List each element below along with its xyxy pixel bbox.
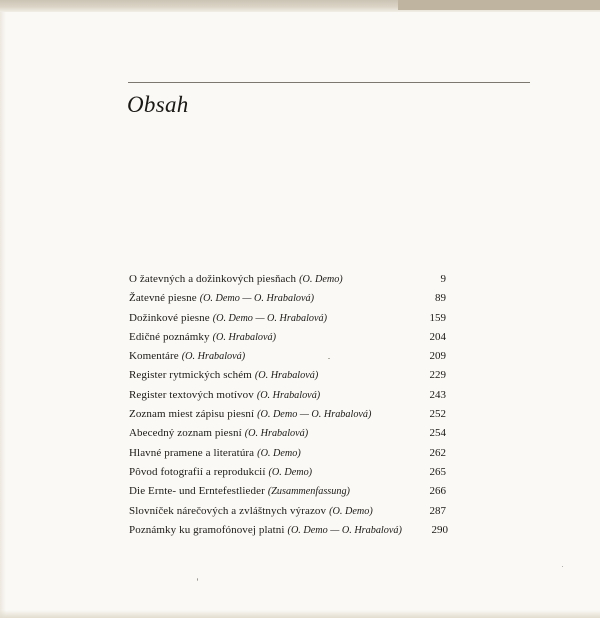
toc-entry-title: Register rytmických schém	[129, 369, 252, 382]
toc-entry	[129, 328, 449, 347]
toc-entry-page-number: 254	[429, 427, 446, 440]
toc-entry-page-number: 9	[440, 273, 446, 285]
toc-entry	[129, 521, 449, 540]
toc-entry-page-number: 159	[429, 311, 446, 324]
toc-entry	[129, 502, 449, 521]
toc-entry-page-number: 229	[429, 369, 446, 382]
toc-entry-title: Poznámky ku gramofónovej platni	[129, 523, 285, 536]
paper-speck	[562, 566, 563, 567]
toc-entry-author: (O. Hrabalová)	[256, 389, 321, 401]
toc-entry-title: Slovníček nárečových a zvláštnych výrazov	[129, 504, 327, 517]
toc-entry-author: (O. Demo — O. Hrabalová)	[199, 293, 314, 305]
heading-rule	[128, 82, 530, 83]
toc-entry-title: Edičné poznámky	[129, 330, 210, 343]
paper-speck	[328, 358, 330, 359]
toc-entry	[129, 270, 449, 289]
table-of-contents	[129, 270, 449, 540]
toc-entry-page-number: 89	[435, 292, 446, 305]
toc-entry-page-number: 287	[429, 504, 446, 517]
toc-entry-author: (O. Demo — O. Hrabalová)	[257, 409, 372, 421]
toc-entry-title: Die Ernte- und Erntefestlieder	[129, 485, 265, 498]
toc-entry-author: (O. Hrabalová)	[212, 331, 277, 343]
toc-entry	[129, 386, 449, 405]
page-title: Obsah	[127, 92, 189, 117]
toc-entry	[129, 347, 449, 366]
toc-entry-title: Abecedný zoznam piesní	[129, 427, 242, 440]
page-left-edge	[0, 12, 6, 618]
toc-entry-page-number: 252	[429, 408, 446, 421]
toc-entry-title: Hlavné pramene a literatúra	[129, 446, 255, 459]
toc-entry	[129, 405, 449, 424]
toc-entry	[129, 366, 449, 385]
toc-entry-author: (O. Demo)	[329, 505, 373, 517]
toc-entry-author: (O. Demo)	[299, 274, 343, 285]
toc-entry-title: Zoznam miest zápisu piesní	[129, 408, 255, 421]
toc-entry	[129, 309, 449, 328]
toc-entry-author: (Zusammenfassung)	[267, 486, 350, 498]
toc-entry-author: (O. Demo)	[257, 447, 301, 459]
toc-entry-title: O žatevných a dožinkových piesňach	[129, 273, 297, 285]
toc-entry-author: (O. Hrabalová)	[181, 351, 246, 363]
toc-entry-author: (O. Hrabalová)	[254, 370, 319, 382]
toc-entry-page-number: 262	[429, 446, 446, 459]
toc-entry-title: Komentáre	[129, 350, 179, 363]
toc-entry-author: (O. Demo — O. Hrabalová)	[212, 312, 328, 324]
toc-entry-page-number: 209	[429, 350, 446, 363]
toc-entry-title: Register textových motívov	[129, 388, 254, 401]
toc-entry	[129, 482, 449, 501]
page-bottom-edge	[0, 610, 600, 618]
toc-entry-title: Žatevné piesne	[129, 292, 197, 305]
toc-entry-author: (O. Demo)	[268, 466, 313, 478]
toc-entry-page-number: 243	[429, 388, 446, 401]
paper-speck	[197, 578, 198, 581]
toc-entry-page-number: 290	[431, 523, 448, 536]
toc-entry-title: Pôvod fotografií a reprodukcií	[129, 465, 266, 478]
page-top-edge	[0, 0, 600, 12]
toc-entry-page-number: 266	[429, 485, 446, 498]
toc-entry-page-number: 265	[429, 465, 446, 478]
toc-entry-author: (O. Demo — O. Hrabalová)	[287, 524, 402, 536]
toc-entry	[129, 424, 449, 443]
toc-entry-page-number: 204	[429, 330, 446, 343]
toc-entry-title: Dožinkové piesne	[129, 311, 210, 324]
toc-entry	[129, 463, 449, 482]
toc-entry	[129, 289, 449, 308]
toc-entry	[129, 444, 449, 463]
top-edge-shadow	[398, 0, 600, 10]
toc-entry-author: (O. Hrabalová)	[244, 428, 309, 440]
